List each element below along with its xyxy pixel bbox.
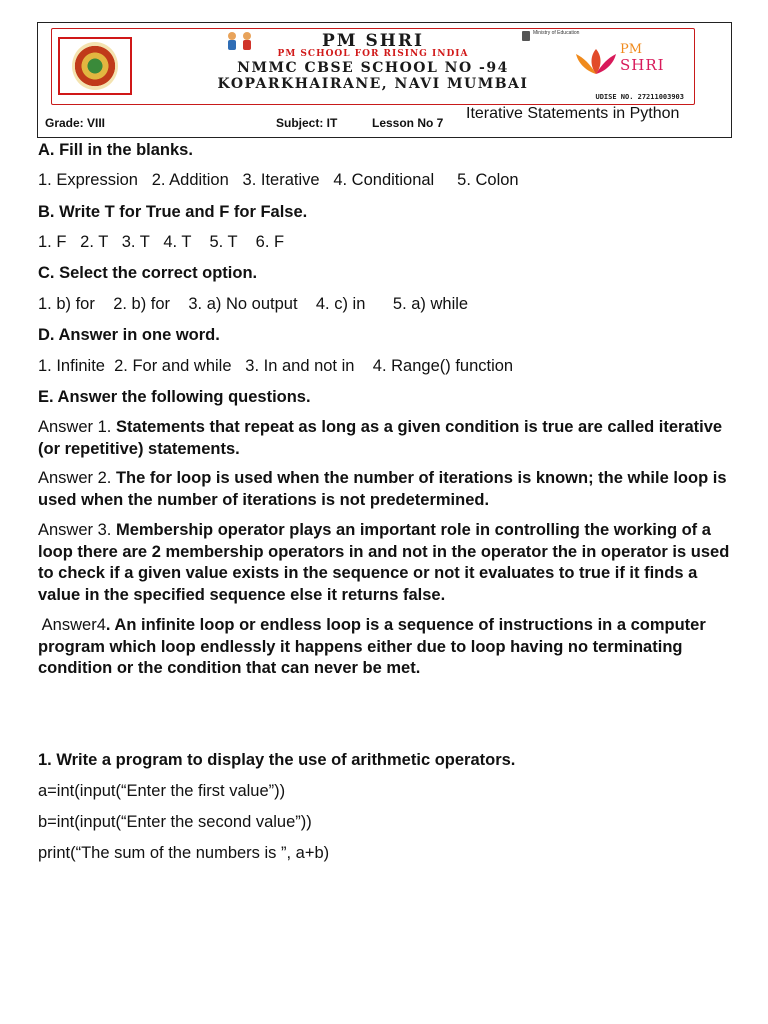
answer-1 xyxy=(38,417,738,460)
logo-shri-text: SHRI xyxy=(620,56,665,74)
section-e-heading: E. Answer the following questions. xyxy=(38,388,311,406)
lesson-title: Iterative Statements in Python xyxy=(466,105,680,122)
program-heading: 1. Write a program to display the use of arithmetic operators. xyxy=(38,751,516,769)
banner-title: PM SHRI xyxy=(322,31,424,51)
school-name: NMMC CBSE SCHOOL NO -94 xyxy=(237,60,509,76)
section-c-answers: 1. b) for 2. b) for 3. a) No output 4. c) in 5. a) while xyxy=(38,295,469,313)
section-a-heading: A. Fill in the blanks. xyxy=(38,141,193,159)
answer-4 xyxy=(38,615,738,680)
udise-number: UDISE NO. 27211003903 xyxy=(595,93,684,101)
answer-4-label: Answer4 xyxy=(38,616,106,634)
grade-label: Grade: VIII xyxy=(45,116,106,130)
logo-pm-text: PM xyxy=(620,42,643,57)
answer-2-text: The for loop is used when the number of iterations is known; the while loop is used when the number of iterations is not predetermined. xyxy=(38,469,727,509)
school-location: KOPARKHAIRANE, NAVI MUMBAI xyxy=(217,76,529,92)
ministry-label: Ministry of Education xyxy=(533,30,580,36)
answer-3-text: Membership operator plays an important role in controlling the working of a loop there are 2 membership operators in and not in the operator the in operator is used to check if a given value exists in the sequence or not it evaluates to true if it finds a value in the specified sequence else it returns false. xyxy=(38,521,730,604)
section-d-answers: 1. Infinite 2. For and while 3. In and not in 4. Range() function xyxy=(38,357,514,375)
answer-4-text: . An infinite loop or endless loop is a sequence of instructions in a computer program which loop endlessly it happens either due to loop having no terminating condition or the condition that can never be met. xyxy=(38,616,706,677)
pm-shri-logo xyxy=(564,42,684,82)
lesson-info-row xyxy=(38,105,731,139)
subject-label: Subject: IT xyxy=(276,116,338,130)
lesson-number: Lesson No 7 xyxy=(372,116,444,130)
code-line: a=int(input(“Enter the first value”)) xyxy=(38,782,286,800)
section-d-heading: D. Answer in one word. xyxy=(38,326,220,344)
answer-3-label: Answer 3. xyxy=(38,521,116,539)
section-b-answers: 1. F 2. T 3. T 4. T 5. T 6. F xyxy=(38,233,285,251)
answer-2 xyxy=(38,468,738,511)
answer-2-label: Answer 2. xyxy=(38,469,116,487)
worksheet-header xyxy=(37,22,732,138)
answer-1-text: Statements that repeat as long as a given condition is true are called iterative (or repetitive) statements. xyxy=(38,418,723,458)
banner-subtitle: PM SCHOOL FOR RISING INDIA xyxy=(277,49,469,59)
code-line: b=int(input(“Enter the second value”)) xyxy=(38,813,312,831)
lotus-icon xyxy=(574,48,618,76)
code-line: print(“The sum of the numbers is ”, a+b) xyxy=(38,844,330,862)
school-banner xyxy=(51,28,695,105)
answer-1-label: Answer 1. xyxy=(38,418,116,436)
section-a-answers: 1. Expression 2. Addition 3. Iterative 4. Conditional 5. Colon xyxy=(38,171,519,189)
answer-3 xyxy=(38,520,738,606)
section-b-heading: B. Write T for True and F for False. xyxy=(38,203,308,221)
section-c-heading: C. Select the correct option. xyxy=(38,264,258,282)
